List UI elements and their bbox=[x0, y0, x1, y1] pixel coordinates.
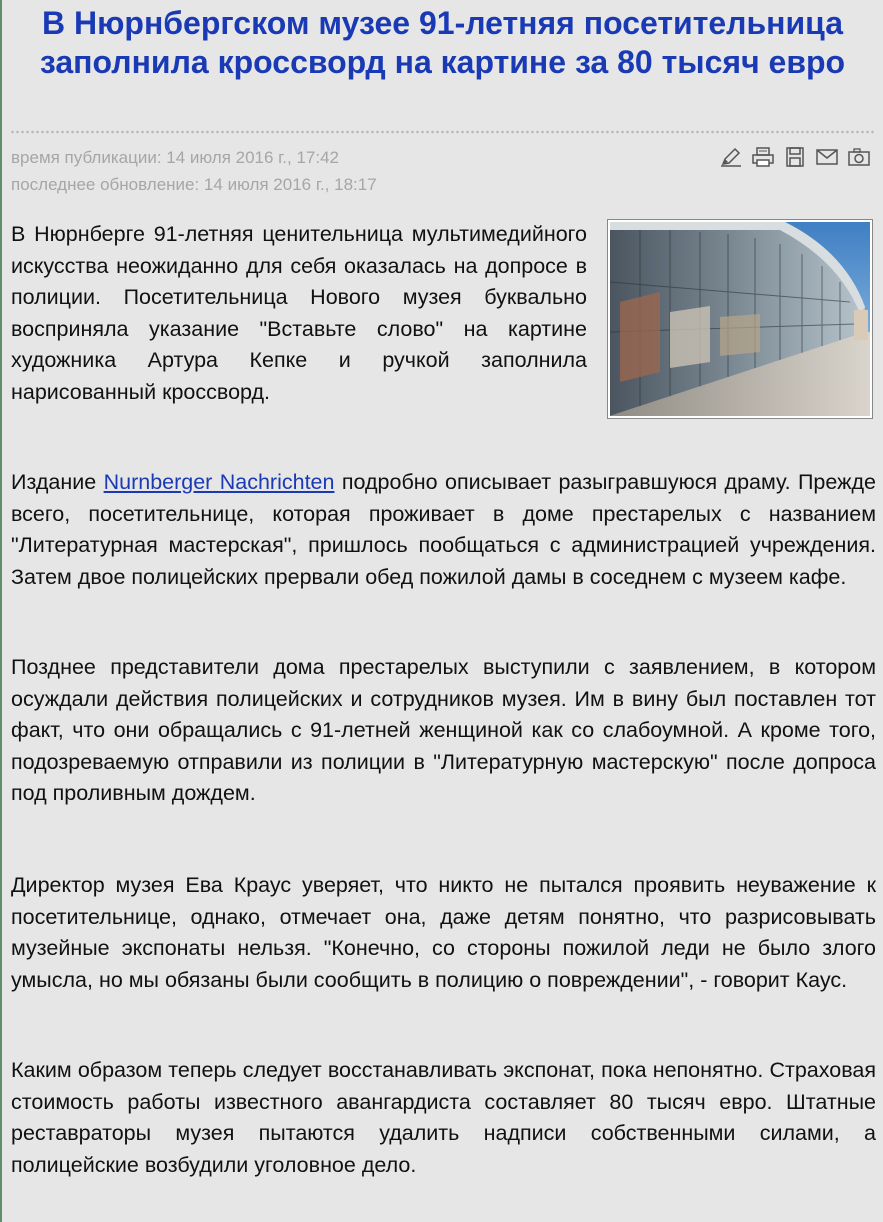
updated-date: последнее обновление: 14 июля 2016 г., 18:17 bbox=[11, 175, 377, 194]
save-icon[interactable] bbox=[783, 146, 807, 168]
email-icon[interactable] bbox=[815, 146, 839, 168]
camera-icon[interactable] bbox=[847, 146, 871, 168]
article-title: В Нюрнбергском музее 91-летняя посетительница заполнила кроссворд на картине за 80 тысяч евро bbox=[39, 5, 846, 80]
paragraph-3: Позднее представители дома престарелых выступили с заявлением, в котором осуждали действия полицейских и сотрудников музея. Им в вину был поставлен тот факт, что они обращались с 91-летней женщиной как со слабоумной. А кроме того, подозреваемую отправили из полиции в "Литературную мастерскую" после допроса под проливным дождем. bbox=[11, 655, 876, 805]
paragraph-2 bbox=[11, 467, 876, 593]
paragraph-5: Каким образом теперь следует восстанавливать экспонат, пока непонятно. Страховая стоимость работы известного авангардиста составляет 80 тысяч евро. Штатные реставраторы музея пытаются удалить надписи собственными силами, а полицейские возбудили уголовное дело. bbox=[11, 1058, 876, 1177]
paragraph-2-start: Издание bbox=[11, 470, 104, 494]
article-meta bbox=[11, 144, 377, 198]
print-icon[interactable] bbox=[751, 146, 775, 168]
article-photo bbox=[607, 219, 873, 419]
article-toolbar bbox=[719, 146, 871, 168]
dotted-divider bbox=[10, 130, 875, 134]
paragraph-2-rest: подробно описывает разыгравшуюся драму. Прежде всего, посетительнице, которая проживает в доме престарелых с названием "Литературная мастерская", пришлось пообщаться с администрацией учреждения. Затем двое полицейских прервали обед пожилой дамы в соседнем с музеем кафе. bbox=[11, 470, 876, 589]
pencil-icon[interactable] bbox=[719, 146, 743, 168]
source-link[interactable]: Nurnberger Nachrichten bbox=[103, 470, 335, 494]
published-date: время публикации: 14 июля 2016 г., 17:42 bbox=[11, 148, 340, 167]
paragraph-1: В Нюрнберге 91-летняя ценительница мультимедийного искусства неожиданно для себя оказалась на допросе в полиции. Посетительница Нового музея буквально восприняла указание "Вставьте слово" на картине художника Артура Кепке и ручкой заполнила нарисованный кроссворд. bbox=[11, 222, 587, 404]
paragraph-4: Директор музея Ева Краус уверяет, что никто не пытался проявить неуважение к посетительнице, однако, отмечает она, даже детям понятно, что разрисовывать музейные экспонаты нельзя. "Конечно, со стороны пожилой леди не было злого умысла, но мы обязаны были сообщить в полицию о повреждении", - говорит Каус. bbox=[11, 873, 876, 992]
